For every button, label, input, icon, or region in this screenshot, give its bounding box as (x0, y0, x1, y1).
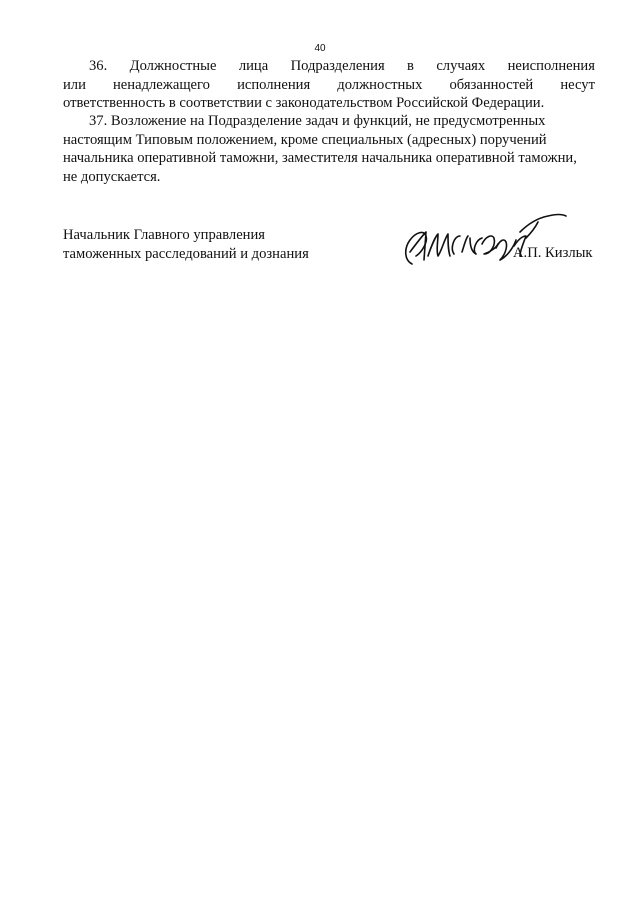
paragraph-37-line-2: настоящим Типовым положением, кроме специальных (адресных) поручений (63, 131, 547, 148)
paragraph-37-line-3: начальника оперативной таможни, заместителя начальника оперативной таможни, (63, 150, 577, 167)
signatory-position (63, 226, 309, 263)
paragraph-36-word: обязанностей (449, 76, 534, 93)
position-line-1: Начальник Главного управления (63, 227, 266, 243)
paragraph-36-word: Подразделения (290, 58, 385, 74)
paragraph-36-word: или (63, 76, 86, 93)
paragraph-36-word: случаях (436, 58, 486, 74)
paragraph-36-line-1 (63, 57, 595, 76)
paragraph-36-word: лица (238, 58, 269, 74)
paragraph-37-line-4: не допускается. (63, 168, 161, 185)
paragraph-36-word: неисполнения (507, 58, 595, 74)
paragraph-36-word: несут (560, 76, 595, 93)
paragraph-36-word: в (407, 58, 414, 74)
paragraph-36-word: ненадлежащего (113, 76, 210, 93)
paragraph-36 (63, 57, 595, 113)
paragraph-36-line-3: ответственность в соответствии с законодательством Российской Федерации. (63, 95, 545, 112)
signer-name: А.П. Кизлык (513, 245, 593, 261)
position-line-2: таможенных расследований и дознания (63, 245, 309, 262)
paragraph-37 (63, 112, 595, 186)
handwritten-signature (398, 204, 573, 276)
paragraph-36-line-2 (63, 76, 595, 95)
page-number: 40 (314, 43, 326, 54)
paragraph-36-word: должностных (337, 76, 423, 93)
paragraph-36-word: Должностные (129, 58, 217, 74)
paragraph-36-word: исполнения (237, 76, 311, 93)
paragraph-37-line-1: 37. Возложение на Подразделение задач и функций, не предусмотренных (89, 113, 546, 129)
paragraph-36-number: 36. (89, 58, 108, 74)
